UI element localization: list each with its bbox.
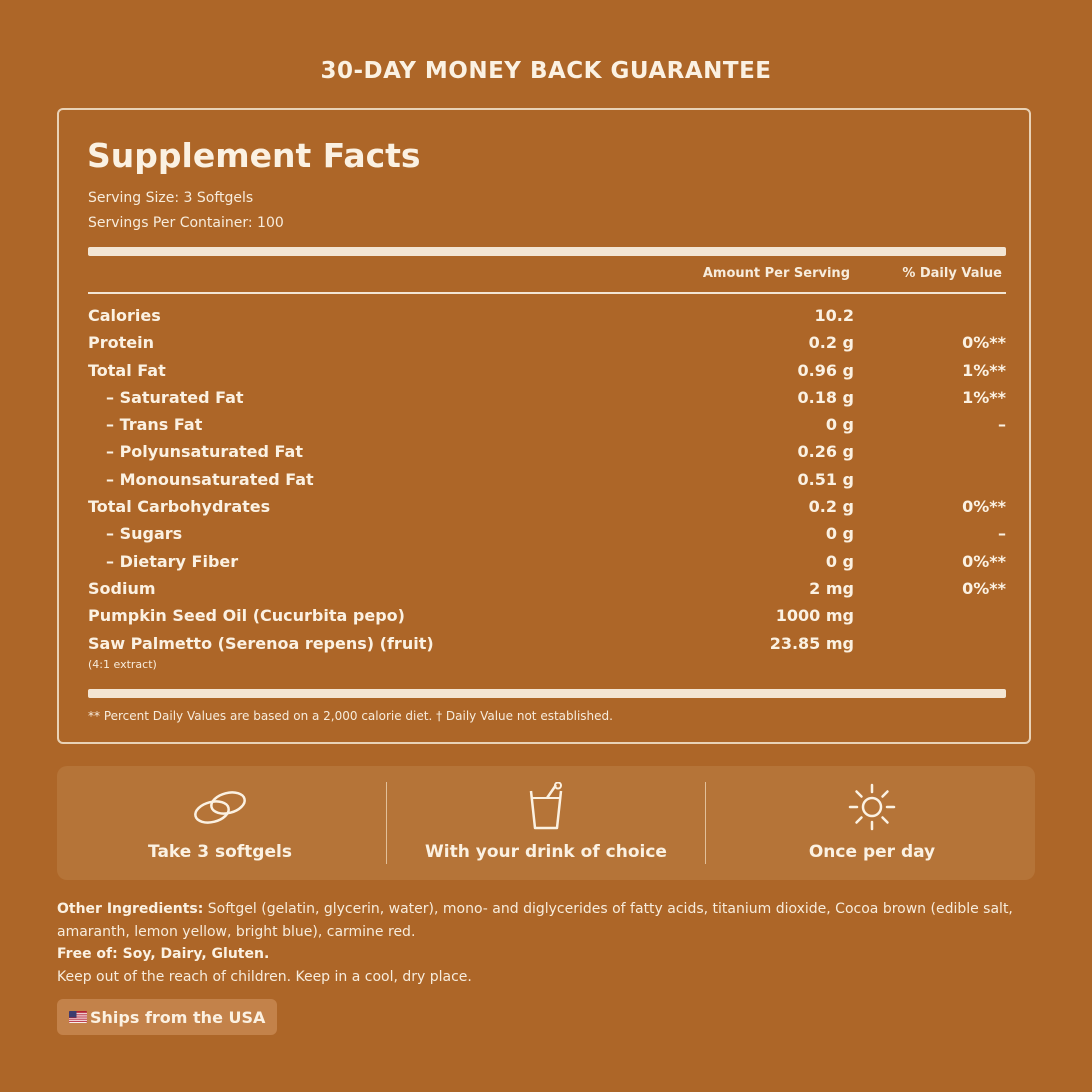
nutrient-daily-value: 1%** xyxy=(962,387,1006,407)
nutrient-name: – Monounsaturated Fat xyxy=(106,469,314,489)
nutrient-amount: 0 g xyxy=(825,551,854,571)
nutrient-row xyxy=(88,575,1006,602)
us-flag-icon xyxy=(69,1011,87,1023)
nutrient-amount: 1000 mg xyxy=(775,606,854,626)
nutrient-row xyxy=(88,493,1006,520)
supplement-facts-title: Supplement Facts xyxy=(87,136,421,175)
sun-icon xyxy=(842,782,902,832)
bottom-divider-bar xyxy=(88,689,1006,698)
other-ingredients xyxy=(57,898,1032,943)
nutrient-daily-value: 0%** xyxy=(962,551,1006,571)
nutrient-amount: 0 g xyxy=(825,415,854,435)
nutrient-name: – Saturated Fat xyxy=(106,387,244,407)
nutrient-amount: 0 g xyxy=(825,524,854,544)
nutrient-name: – Polyunsaturated Fat xyxy=(106,442,303,462)
header-rule xyxy=(88,292,1006,294)
nutrient-daily-value: – xyxy=(998,524,1006,544)
nutrient-name: Sodium xyxy=(88,578,156,598)
nutrient-row xyxy=(88,384,1006,411)
daily-value-header: % Daily Value xyxy=(902,266,1002,281)
drink-glass-icon xyxy=(516,782,576,832)
usage-item-drink xyxy=(383,766,709,880)
nutrient-amount: 0.96 g xyxy=(797,360,854,380)
nutrient-row xyxy=(88,357,1006,384)
other-ingredients-text: Softgel (gelatin, glycerin, water), mono- and diglycerides of fatty acids, titanium dioxide, Cocoa brown (edible salt, amaranth, lemon yellow, bright blue), carmine red. xyxy=(57,901,1013,940)
usage-item-softgels xyxy=(57,766,383,880)
nutrient-daily-value: 0%** xyxy=(962,497,1006,517)
usage-label: Once per day xyxy=(808,842,936,862)
nutrient-amount: 0.2 g xyxy=(808,333,854,353)
ingredients-section xyxy=(57,898,1032,988)
nutrient-rows xyxy=(88,302,1006,657)
nutrient-name: – Sugars xyxy=(106,524,183,544)
daily-value-footnote: ** Percent Daily Values are based on a 2,000 calorie diet. † Daily Value not established. xyxy=(88,709,613,723)
amount-per-serving-header: Amount Per Serving xyxy=(702,266,850,281)
nutrient-name: – Dietary Fiber xyxy=(106,551,239,571)
nutrient-name: Protein xyxy=(88,333,154,353)
nutrient-amount: 0.2 g xyxy=(808,497,854,517)
ships-from-usa-label: Ships from the USA xyxy=(90,1007,266,1027)
nutrient-name: – Trans Fat xyxy=(106,415,203,435)
nutrient-amount: 10.2 xyxy=(814,306,854,325)
nutrient-row xyxy=(88,302,1006,329)
usage-item-frequency xyxy=(709,766,1035,880)
supplement-facts-panel xyxy=(57,108,1031,744)
nutrient-name: Total Fat xyxy=(88,360,166,380)
top-divider-bar xyxy=(88,247,1006,256)
softgels-icon xyxy=(190,782,250,832)
nutrient-amount: 0.51 g xyxy=(797,469,854,489)
nutrient-amount: 0.26 g xyxy=(797,442,854,462)
storage-note: Keep out of the reach of children. Keep in a cool, dry place. xyxy=(57,968,472,985)
nutrient-row xyxy=(88,630,1006,657)
ships-from-usa-badge xyxy=(57,999,277,1035)
nutrient-row xyxy=(88,438,1006,465)
nutrient-row xyxy=(88,520,1006,547)
nutrient-name: Pumpkin Seed Oil (Cucurbita pepo) xyxy=(88,606,405,626)
nutrient-row xyxy=(88,602,1006,629)
nutrient-daily-value: 1%** xyxy=(962,360,1006,380)
usage-label: With your drink of choice xyxy=(425,842,667,862)
servings-per-container: Servings Per Container: 100 xyxy=(88,215,284,231)
nutrient-amount: 0.18 g xyxy=(797,387,854,407)
nutrient-name: Total Carbohydrates xyxy=(88,497,271,517)
nutrient-row xyxy=(88,329,1006,356)
nutrient-name: Saw Palmetto (Serenoa repens) (fruit) xyxy=(88,633,434,653)
nutrient-row xyxy=(88,466,1006,493)
usage-label: Take 3 softgels xyxy=(148,842,292,862)
usage-divider xyxy=(705,782,706,864)
nutrient-name: Calories xyxy=(88,306,161,325)
guarantee-heading: 30-DAY MONEY BACK GUARANTEE xyxy=(320,58,772,84)
free-of-text: Free of: Soy, Dairy, Gluten. xyxy=(57,946,270,962)
extract-note: (4:1 extract) xyxy=(88,658,157,671)
nutrient-daily-value: – xyxy=(998,415,1006,435)
nutrient-daily-value: 0%** xyxy=(962,578,1006,598)
nutrient-row xyxy=(88,548,1006,575)
nutrient-daily-value: 0%** xyxy=(962,333,1006,353)
other-ingredients-label: Other Ingredients: xyxy=(57,901,204,917)
nutrient-amount: 23.85 mg xyxy=(769,633,854,653)
nutrient-amount: 2 mg xyxy=(809,578,854,598)
free-of xyxy=(57,943,1032,966)
nutrient-row xyxy=(88,411,1006,438)
serving-size: Serving Size: 3 Softgels xyxy=(88,190,254,206)
usage-instructions-panel xyxy=(57,766,1035,880)
